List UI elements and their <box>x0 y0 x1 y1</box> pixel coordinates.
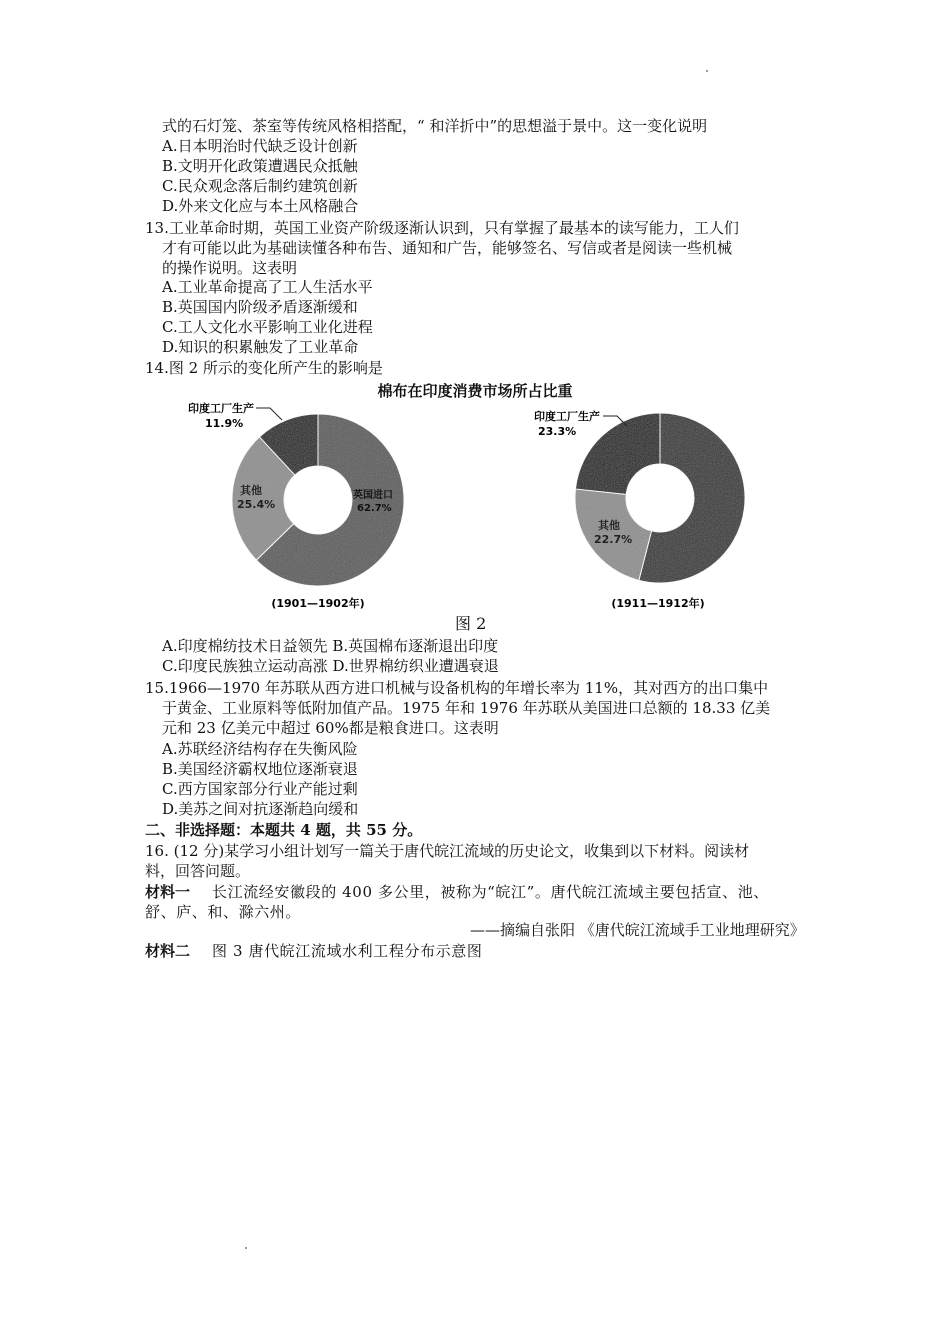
pie2-label-other: 其他 <box>598 519 620 532</box>
q15-option-a: A.苏联经济结构存在失衡风险 <box>162 740 358 758</box>
q13-stem-line2: 才有可能以此为基础读懂各种布告、通知和广告，能够签名、写信或者是阅读一些机械 <box>162 239 733 257</box>
q14-stem: 14.图 2 所示的变化所产生的影响是 <box>145 359 383 377</box>
pie1-label-uk-import: 英国进口 <box>353 490 393 501</box>
q14-options-line2: C.印度民族独立运动高涨 D.世界棉纺织业遭遇衰退 <box>162 657 499 675</box>
material-2-caption: 图 3 唐代皖江流域水利工程分布示意图 <box>212 942 483 960</box>
pie-charts <box>0 390 950 640</box>
pie1-value-other: 25.4% <box>237 498 276 511</box>
q16-stem-line2: 料，回答问题。 <box>145 862 251 880</box>
material-2-label: 材料二 <box>145 942 191 960</box>
q15-stem-line2: 于黄金、工业原料等低附加值产品。1975 年和 1976 年苏联从美国进口总额的 18.33 亿美 <box>162 699 771 717</box>
q14-options-line1: A.印度棉纺技术日益领先 B.英国棉布逐渐退出印度 <box>162 637 499 655</box>
q13-option-d: D.知识的积累触发了工业革命 <box>162 338 359 356</box>
pie2-caption: (1911—1912年) <box>611 597 705 610</box>
section-2-heading: 二、非选择题：本题共 4 题，共 55 分。 <box>145 821 423 839</box>
q12-continuation: 式的石灯笼、茶室等传统风格相搭配，“ 和洋折中”的思想溢于景中。这一变化说明 <box>162 117 708 135</box>
q12-option-b: B.文明开化政策遭遇民众抵触 <box>162 157 358 175</box>
material-1-line1: 长江流经安徽段的 400 多公里，被称为“皖江”。唐代皖江流域主要包括宣、池、 <box>212 883 769 901</box>
q13-option-b: B.英国国内阶级矛盾逐渐缓和 <box>162 298 358 316</box>
q16-stem-line1: 16. (12 分)某学习小组计划写一篇关于唐代皖江流域的历史论文，收集到以下材料。阅读材 <box>145 842 750 860</box>
chart-title: 棉布在印度消费市场所占比重 <box>377 382 573 400</box>
q15-option-d: D.美苏之间对抗逐渐趋向缓和 <box>162 800 359 818</box>
pie1-value-uk-import: 62.7% <box>357 503 392 514</box>
pie2-value-india-factory: 23.3% <box>538 425 577 438</box>
q15-stem-line3: 元和 23 亿美元中超过 60%都是粮食进口。这表明 <box>162 719 499 737</box>
q13-option-a: A.工业革命提高了工人生活水平 <box>162 278 373 296</box>
pie1-caption: (1901—1902年) <box>271 597 365 610</box>
q12-option-a: A.日本明治时代缺乏设计创新 <box>162 137 358 155</box>
q15-option-c: C.西方国家部分行业产能过剩 <box>162 780 358 798</box>
q12-option-d: D.外来文化应与本土风格融合 <box>162 197 359 215</box>
pie1-label-other: 其他 <box>240 484 262 497</box>
scan-dot <box>706 70 708 72</box>
q13-stem-line1: 13.工业革命时期，英国工业资产阶级逐渐认识到，只有掌握了最基本的读写能力，工人们 <box>145 219 739 237</box>
pie-slice-2-2 <box>575 413 660 494</box>
q12-option-c: C.民众观念落后制约建筑创新 <box>162 177 358 195</box>
pie2-value-other: 22.7% <box>594 533 633 546</box>
pie2-label-india-factory: 印度工厂生产 <box>534 410 600 423</box>
figure-label: 图 2 <box>455 614 487 633</box>
material-1-source: ——摘编自张阳 《唐代皖江流域手工业地理研究》 <box>470 921 805 939</box>
material-1-label: 材料一 <box>145 883 191 901</box>
pie1-value-india-factory: 11.9% <box>205 417 244 430</box>
q13-option-c: C.工人文化水平影响工业化进程 <box>162 318 373 336</box>
q13-stem-line3: 的操作说明。这表明 <box>162 259 298 277</box>
pie1-label-india-factory: 印度工厂生产 <box>188 402 254 415</box>
q15-stem-line1: 15.1966—1970 年苏联从西方进口机械与设备机构的年增长率为 11%，其对西方的出口集中 <box>145 679 769 697</box>
q15-option-b: B.美国经济霸权地位逐渐衰退 <box>162 760 358 778</box>
material-1-line2: 舒、庐、和、滁六州。 <box>145 903 302 921</box>
pie-chart-1911 <box>575 413 745 583</box>
pie1-leader-line <box>256 408 282 420</box>
scan-dot <box>245 1247 247 1249</box>
